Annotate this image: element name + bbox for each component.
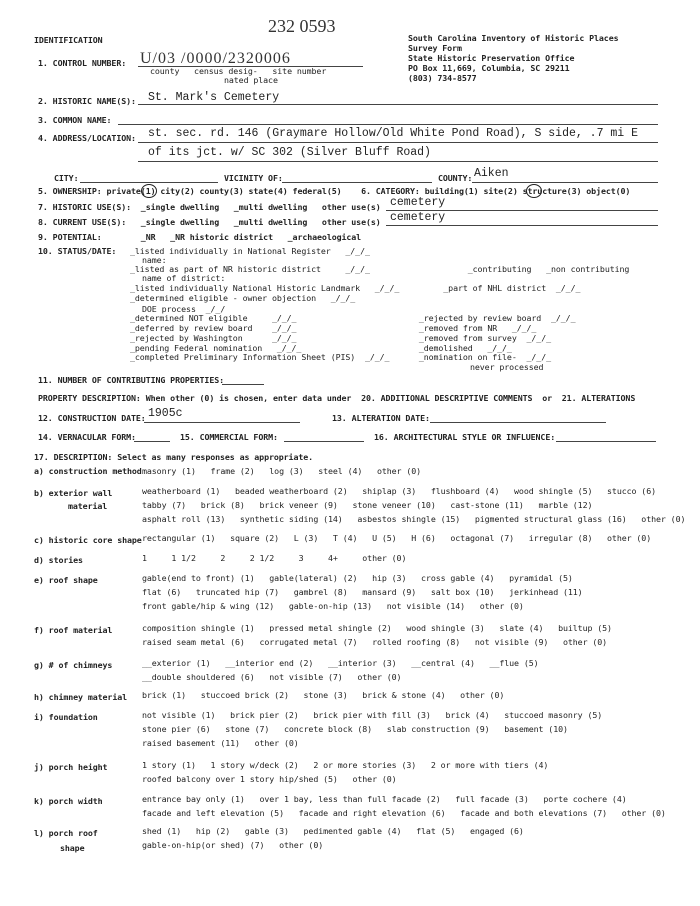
item-options: __exterior (1) __interior end (2) __interior (3) __central (4) __flue (5) xyxy=(142,658,539,668)
item-options: raised basement (11) other (0) xyxy=(142,738,299,748)
commercial-label: 15. COMMERCIAL FORM: xyxy=(180,432,278,442)
agency-line-5: (803) 734-8577 xyxy=(408,73,477,83)
agency-line-3: State Historic Preservation Office xyxy=(408,53,575,63)
item-options: tabby (7) brick (8) brick veneer (9) stone veneer (10) cast-stone (11) marble (12) xyxy=(142,500,593,510)
item-label: e) roof shape xyxy=(34,575,98,585)
item-label-2: shape xyxy=(60,843,85,853)
status-line: _determined NOT eligible _/_/_ _rejected by review board _/_/_ xyxy=(130,313,576,323)
item-options: gable(end to front) (1) gable(lateral) (2) hip (3) cross gable (4) pyramidal (5) xyxy=(142,573,573,583)
historic-name-value: St. Mark's Cemetery xyxy=(148,91,280,104)
item-label: k) porch width xyxy=(34,796,103,806)
item-options: asphalt roll (13) synthetic siding (14) asbestos shingle (15) pigmented structural glass (16) other (0) xyxy=(142,514,686,524)
address-line-2: of its jct. w/ SC 302 (Silver Bluff Road) xyxy=(148,146,431,159)
item-options: composition shingle (1) pressed metal shingle (2) wood shingle (3) slate (4) builtup (5) xyxy=(142,623,612,633)
item-options: rectangular (1) square (2) L (3) T (4) U (5) H (6) octagonal (7) irregular (8) other (0) xyxy=(142,533,652,543)
control-number-value: U/03 /0000/2320006 xyxy=(140,50,291,67)
item-options: gable-on-hip(or shed) (7) other (0) xyxy=(142,840,324,850)
agency-line-4: PO Box 11,669, Columbia, SC 29211 xyxy=(408,63,570,73)
commercial-line xyxy=(284,441,364,442)
category-site-circle xyxy=(526,184,542,198)
item-label: f) roof material xyxy=(34,625,113,635)
status-line: _listed individually National Historic Landmark _/_/_ _part of NHL district _/_/_ xyxy=(130,283,581,293)
county-value: Aiken xyxy=(474,167,509,180)
status-line: _pending Federal nomination _/_/_ _demolished _/_/_ xyxy=(130,343,512,353)
item-label: c) historic core shape xyxy=(34,535,142,545)
current-use-line-rule xyxy=(386,225,658,226)
item-label: l) porch roof xyxy=(34,828,98,838)
status-line: _determined eligible - owner objection _/_/_ xyxy=(130,293,356,303)
item-options: entrance bay only (1) over 1 bay, less than full facade (2) full facade (3) porte cochere (4) xyxy=(142,794,627,804)
status-line: name: xyxy=(142,255,167,265)
item-label: b) exterior wall xyxy=(34,488,113,498)
vicinity-line xyxy=(282,182,432,183)
current-use-line: 8. CURRENT USE(S): _single dwelling _multi dwelling other use(s) xyxy=(38,217,381,227)
agency-line-1: South Carolina Inventory of Historic Places xyxy=(408,33,619,43)
item-options: __double shouldered (6) not visible (7) other (0) xyxy=(142,672,402,682)
item-label: g) # of chimneys xyxy=(34,660,113,670)
alteration-date-label: 13. ALTERATION DATE: xyxy=(332,413,430,423)
item-options: raised seam metal (6) corrugated metal (7) rolled roofing (8) not visible (9) other (0) xyxy=(142,637,608,647)
property-description: PROPERTY DESCRIPTION: When other (0) is chosen, enter data under 20. ADDITIONAL DESCRIPTIVE COMMENTS or 21. ALTERATIONS xyxy=(38,393,636,403)
vernacular-label: 14. VERNACULAR FORM: xyxy=(38,432,136,442)
control-number-label: 1. CONTROL NUMBER: xyxy=(38,58,127,68)
item-options: not visible (1) brick pier (2) brick pier with fill (3) brick (4) stuccoed masonry (5) xyxy=(142,710,603,720)
county-label: COUNTY: xyxy=(438,173,473,183)
item-label-2: material xyxy=(68,501,108,511)
address-underline-2 xyxy=(138,161,658,162)
item-options: stone pier (6) stone (7) concrete block (8) slab construction (9) basement (10) xyxy=(142,724,568,734)
address-label: 4. ADDRESS/LOCATION: xyxy=(38,133,136,143)
alteration-date-line xyxy=(430,422,606,423)
contributing-line xyxy=(222,384,264,385)
item-label: i) foundation xyxy=(34,712,98,722)
style-label: 16. ARCHITECTURAL STYLE OR INFLUENCE: xyxy=(374,432,556,442)
status-line: name of district: xyxy=(142,273,226,283)
status-line: _completed Preliminary Information Sheet (PIS) _/_/_ _nomination on file- _/_/_ xyxy=(130,352,551,362)
status-line: never processed xyxy=(470,362,544,372)
item-label: h) chimney material xyxy=(34,692,128,702)
item-options: facade and left elevation (5) facade and right elevation (6) facade and both elevations (7) other (0) xyxy=(142,808,666,818)
vernacular-line xyxy=(134,441,170,442)
handwritten-survey-number: 232 0593 xyxy=(268,16,336,36)
item-options: brick (1) stuccoed brick (2) stone (3) brick & stone (4) other (0) xyxy=(142,690,505,700)
agency-line-2: Survey Form xyxy=(408,43,462,53)
common-name-line xyxy=(118,124,658,125)
ownership-category-line: 5. OWNERSHIP: private(1) city(2) county(3) state(4) federal(5) 6. CATEGORY: building(1) site(2) structure(3) object(0) xyxy=(38,186,631,196)
status-line: _deferred by review board _/_/_ _removed from NR _/_/_ xyxy=(130,323,537,333)
item-options: weatherboard (1) beaded weatherboard (2) shiplap (3) flushboard (4) wood shingle (5) stucco (6) xyxy=(142,486,656,496)
county-line xyxy=(472,182,658,183)
construction-date-value: 1905c xyxy=(148,407,183,420)
item-label: d) stories xyxy=(34,555,83,565)
item-options: masonry (1) frame (2) log (3) steel (4) other (0) xyxy=(142,466,422,476)
status-line: DOE process _/_/ xyxy=(142,304,226,314)
item-options: flat (6) truncated hip (7) gambrel (8) mansard (9) salt box (10) jerkinhead (11) xyxy=(142,587,583,597)
historic-name-line xyxy=(138,104,658,105)
historic-use-value: cemetery xyxy=(390,196,446,209)
identification-heading: IDENTIFICATION xyxy=(34,35,103,45)
style-line xyxy=(556,441,656,442)
contributing-label: 11. NUMBER OF CONTRIBUTING PROPERTIES: xyxy=(38,375,225,385)
status-line: _listed as part of NR historic district _/_/_ _contributing _non contributing xyxy=(130,264,630,274)
address-line-1: st. sec. rd. 146 (Graymare Hollow/Old White Pond Road), S side, .7 mi E xyxy=(148,127,638,140)
construction-date-label: 12. CONSTRUCTION DATE: xyxy=(38,413,146,423)
current-use-value: cemetery xyxy=(390,211,446,224)
common-name-label: 3. COMMON NAME: xyxy=(38,115,112,125)
city-label: CITY: xyxy=(54,173,79,183)
status-line: _rejected by Washington _/_/_ _removed from survey _/_/_ xyxy=(130,333,551,343)
vicinity-label: VICINITY OF: xyxy=(224,173,283,183)
city-line xyxy=(80,182,218,183)
item-options: 1 story (1) 1 story w/deck (2) 2 or more stories (3) 2 or more with tiers (4) xyxy=(142,760,549,770)
potential-line: 9. POTENTIAL: _NR _NR historic district _archaeological xyxy=(38,232,362,242)
historic-use-line: 7. HISTORIC USE(S): _single dwelling _multi dwelling other use(s) xyxy=(38,202,381,212)
status-line: _listed individually in National Register _/_/_ xyxy=(130,246,370,256)
ownership-private-circle xyxy=(141,184,157,198)
construction-date-line xyxy=(144,422,300,423)
historic-name-label: 2. HISTORIC NAME(S): xyxy=(38,96,136,106)
address-underline-1 xyxy=(138,142,658,143)
item-options: shed (1) hip (2) gable (3) pedimented gable (4) flat (5) engaged (6) xyxy=(142,826,524,836)
item-label: j) porch height xyxy=(34,762,108,772)
item-options: front gable/hip & wing (12) gable-on-hip (13) not visible (14) other (0) xyxy=(142,601,524,611)
control-number-sublabels: county census desig- site number xyxy=(150,66,327,76)
item-label: a) construction method xyxy=(34,466,142,476)
item-options: roofed balcony over 1 story hip/shed (5) other (0) xyxy=(142,774,397,784)
control-number-sublabel-2: nated place xyxy=(224,75,278,85)
description-intro: 17. DESCRIPTION: Select as many responses as appropriate. xyxy=(34,452,314,462)
status-label: 10. STATUS/DATE: xyxy=(38,246,117,256)
item-options: 1 1 1/2 2 2 1/2 3 4+ other (0) xyxy=(142,553,407,563)
